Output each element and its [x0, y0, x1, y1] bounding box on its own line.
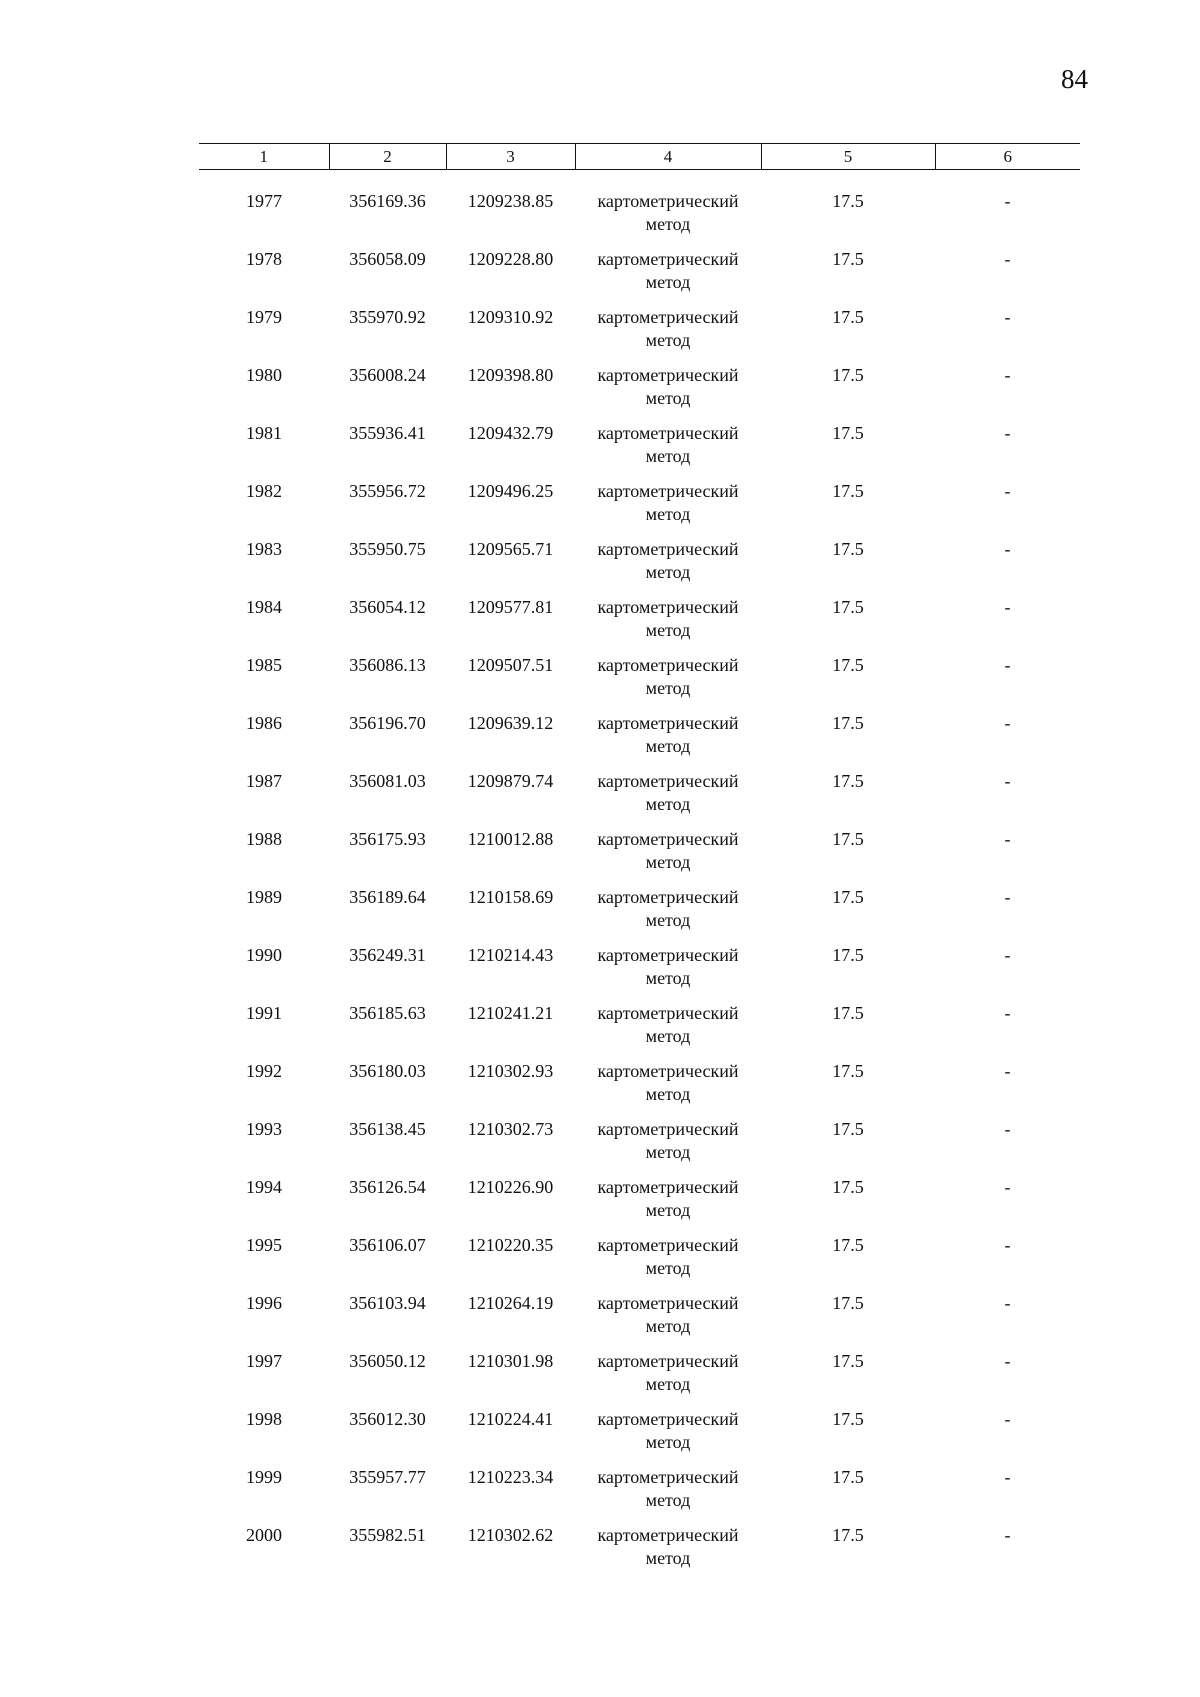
method-line-2: метод [645, 214, 691, 234]
x-coordinate-cell: 356008.24 [349, 365, 426, 385]
accuracy-cell: 17.5 [832, 1235, 864, 1255]
accuracy-cell: 17.5 [832, 597, 864, 617]
note-cell: - [1004, 481, 1011, 501]
method-line-2: метод [645, 910, 691, 930]
point-number-cell: 1982 [246, 481, 282, 501]
y-coordinate-cell: 1210223.34 [467, 1467, 554, 1487]
point-number-cell: 1987 [246, 771, 282, 791]
accuracy-cell: 17.5 [832, 1293, 864, 1313]
point-number-cell: 1986 [246, 713, 282, 733]
method-line-2: метод [645, 1316, 691, 1336]
table-header [199, 144, 1080, 170]
x-coordinate-cell: 355957.77 [349, 1467, 426, 1487]
table-row [199, 1002, 1080, 1060]
x-coordinate-cell: 356012.30 [349, 1409, 426, 1429]
note-cell: - [1004, 1351, 1011, 1371]
table-row [199, 480, 1080, 538]
note-cell: - [1004, 539, 1011, 559]
note-cell: - [1004, 655, 1011, 675]
table-row [199, 596, 1080, 654]
accuracy-cell: 17.5 [832, 249, 864, 269]
method-line-2: метод [645, 1548, 691, 1568]
method-line-1: картометрический [597, 1293, 739, 1313]
method-line-2: метод [645, 1432, 691, 1452]
accuracy-cell: 17.5 [832, 1409, 864, 1429]
method-cell [575, 596, 761, 654]
x-coordinate-cell: 356249.31 [349, 945, 426, 965]
method-cell [575, 1060, 761, 1118]
accuracy-cell: 17.5 [832, 1467, 864, 1487]
note-cell: - [1004, 1061, 1011, 1081]
y-coordinate-cell: 1209228.80 [467, 249, 554, 269]
coordinates-table-container [199, 143, 1080, 1582]
method-cell [575, 422, 761, 480]
method-line-1: картометрический [597, 1351, 739, 1371]
method-line-2: метод [645, 1142, 691, 1162]
point-number-cell: 1999 [246, 1467, 282, 1487]
point-number-cell: 1989 [246, 887, 282, 907]
table-row [199, 1466, 1080, 1524]
note-cell: - [1004, 1409, 1011, 1429]
method-line-2: метод [645, 968, 691, 988]
point-number-cell: 1978 [246, 249, 282, 269]
method-cell [575, 828, 761, 886]
table-row [199, 170, 1080, 249]
note-cell: - [1004, 887, 1011, 907]
point-number-cell: 1991 [246, 1003, 282, 1023]
method-line-1: картометрический [597, 945, 739, 965]
note-cell: - [1004, 771, 1011, 791]
accuracy-cell: 17.5 [832, 1061, 864, 1081]
x-coordinate-cell: 356106.07 [349, 1235, 426, 1255]
note-cell: - [1004, 945, 1011, 965]
y-coordinate-cell: 1210302.62 [467, 1525, 554, 1545]
accuracy-cell: 17.5 [832, 887, 864, 907]
table-row [199, 364, 1080, 422]
y-coordinate-cell: 1210241.21 [467, 1003, 554, 1023]
method-line-1: картометрический [597, 365, 739, 385]
y-coordinate-cell: 1209639.12 [467, 713, 554, 733]
method-cell [575, 1234, 761, 1292]
point-number-cell: 1983 [246, 539, 282, 559]
accuracy-cell: 17.5 [832, 191, 864, 211]
y-coordinate-cell: 1209879.74 [467, 771, 554, 791]
accuracy-cell: 17.5 [832, 1177, 864, 1197]
accuracy-cell: 17.5 [832, 655, 864, 675]
method-line-2: метод [645, 1490, 691, 1510]
x-coordinate-cell: 356086.13 [349, 655, 426, 675]
point-number-cell: 1985 [246, 655, 282, 675]
x-coordinate-cell: 356138.45 [349, 1119, 426, 1139]
accuracy-cell: 17.5 [832, 481, 864, 501]
table-row [199, 1292, 1080, 1350]
method-line-1: картометрический [597, 655, 739, 675]
method-line-2: метод [645, 446, 691, 466]
table-row [199, 1060, 1080, 1118]
note-cell: - [1004, 191, 1011, 211]
y-coordinate-cell: 1210302.93 [467, 1061, 554, 1081]
accuracy-cell: 17.5 [832, 945, 864, 965]
y-coordinate-cell: 1209496.25 [467, 481, 554, 501]
note-cell: - [1004, 829, 1011, 849]
column-header-2: 2 [329, 144, 446, 170]
method-cell [575, 364, 761, 422]
point-number-cell: 1996 [246, 1293, 282, 1313]
point-number-cell: 1981 [246, 423, 282, 443]
x-coordinate-cell: 356081.03 [349, 771, 426, 791]
y-coordinate-cell: 1210012.88 [467, 829, 554, 849]
point-number-cell: 1997 [246, 1351, 282, 1371]
note-cell: - [1004, 307, 1011, 327]
accuracy-cell: 17.5 [832, 771, 864, 791]
table-row [199, 944, 1080, 1002]
header-row [199, 144, 1080, 170]
point-number-cell: 1990 [246, 945, 282, 965]
table-row [199, 538, 1080, 596]
x-coordinate-cell: 356189.64 [349, 887, 426, 907]
y-coordinate-cell: 1209238.85 [467, 191, 554, 211]
x-coordinate-cell: 356180.03 [349, 1061, 426, 1081]
accuracy-cell: 17.5 [832, 307, 864, 327]
method-line-2: метод [645, 736, 691, 756]
method-cell [575, 770, 761, 828]
table-row [199, 712, 1080, 770]
table-row [199, 422, 1080, 480]
method-cell [575, 1350, 761, 1408]
method-line-2: метод [645, 852, 691, 872]
y-coordinate-cell: 1209310.92 [467, 307, 554, 327]
point-number-cell: 1979 [246, 307, 282, 327]
point-number-cell: 2000 [246, 1525, 282, 1545]
note-cell: - [1004, 1003, 1011, 1023]
table-row [199, 654, 1080, 712]
column-header-6: 6 [935, 144, 1080, 170]
method-line-1: картометрический [597, 307, 739, 327]
y-coordinate-cell: 1210226.90 [467, 1177, 554, 1197]
point-number-cell: 1994 [246, 1177, 282, 1197]
method-cell [575, 480, 761, 538]
method-line-2: метод [645, 388, 691, 408]
table-body [199, 170, 1080, 1583]
x-coordinate-cell: 356050.12 [349, 1351, 426, 1371]
y-coordinate-cell: 1210264.19 [467, 1293, 554, 1313]
note-cell: - [1004, 423, 1011, 443]
column-header-5: 5 [761, 144, 935, 170]
y-coordinate-cell: 1210301.98 [467, 1351, 554, 1371]
note-cell: - [1004, 1293, 1011, 1313]
method-cell [575, 248, 761, 306]
method-line-1: картометрический [597, 597, 739, 617]
method-line-1: картометрический [597, 481, 739, 501]
method-line-1: картометрический [597, 1119, 739, 1139]
point-number-cell: 1977 [246, 191, 282, 211]
method-line-2: метод [645, 620, 691, 640]
method-line-2: метод [645, 678, 691, 698]
method-cell [575, 306, 761, 364]
note-cell: - [1004, 1467, 1011, 1487]
method-line-1: картометрический [597, 423, 739, 443]
method-line-2: метод [645, 1200, 691, 1220]
method-cell [575, 1176, 761, 1234]
x-coordinate-cell: 356175.93 [349, 829, 426, 849]
y-coordinate-cell: 1209398.80 [467, 365, 554, 385]
method-line-1: картометрический [597, 771, 739, 791]
page-number: 84 [1061, 64, 1088, 94]
y-coordinate-cell: 1210224.41 [467, 1409, 554, 1429]
method-cell [575, 1408, 761, 1466]
table-row [199, 828, 1080, 886]
note-cell: - [1004, 365, 1011, 385]
point-number-cell: 1992 [246, 1061, 282, 1081]
table-row [199, 1408, 1080, 1466]
note-cell: - [1004, 1177, 1011, 1197]
x-coordinate-cell: 355970.92 [349, 307, 426, 327]
method-line-2: метод [645, 1084, 691, 1104]
x-coordinate-cell: 355956.72 [349, 481, 426, 501]
method-cell [575, 1002, 761, 1060]
method-line-1: картометрический [597, 1409, 739, 1429]
y-coordinate-cell: 1209565.71 [467, 539, 554, 559]
method-line-1: картометрический [597, 829, 739, 849]
method-cell [575, 1466, 761, 1524]
y-coordinate-cell: 1210302.73 [467, 1119, 554, 1139]
accuracy-cell: 17.5 [832, 1119, 864, 1139]
method-line-1: картометрический [597, 249, 739, 269]
note-cell: - [1004, 1119, 1011, 1139]
method-line-2: метод [645, 1258, 691, 1278]
method-line-2: метод [645, 330, 691, 350]
method-line-1: картометрический [597, 1177, 739, 1197]
table-row [199, 1118, 1080, 1176]
note-cell: - [1004, 249, 1011, 269]
accuracy-cell: 17.5 [832, 1351, 864, 1371]
method-line-1: картометрический [597, 887, 739, 907]
column-header-1: 1 [199, 144, 329, 170]
y-coordinate-cell: 1210158.69 [467, 887, 554, 907]
table-row [199, 1524, 1080, 1582]
method-cell [575, 654, 761, 712]
x-coordinate-cell: 355936.41 [349, 423, 426, 443]
note-cell: - [1004, 1235, 1011, 1255]
y-coordinate-cell: 1210220.35 [467, 1235, 554, 1255]
y-coordinate-cell: 1210214.43 [467, 945, 554, 965]
x-coordinate-cell: 356058.09 [349, 249, 426, 269]
x-coordinate-cell: 355982.51 [349, 1525, 426, 1545]
table-row [199, 886, 1080, 944]
point-number-cell: 1984 [246, 597, 282, 617]
point-number-cell: 1993 [246, 1119, 282, 1139]
y-coordinate-cell: 1209577.81 [467, 597, 554, 617]
method-line-1: картометрический [597, 1003, 739, 1023]
accuracy-cell: 17.5 [832, 423, 864, 443]
accuracy-cell: 17.5 [832, 539, 864, 559]
accuracy-cell: 17.5 [832, 1525, 864, 1545]
note-cell: - [1004, 597, 1011, 617]
method-line-1: картометрический [597, 713, 739, 733]
method-cell [575, 1524, 761, 1582]
accuracy-cell: 17.5 [832, 829, 864, 849]
table-row [199, 1176, 1080, 1234]
point-number-cell: 1995 [246, 1235, 282, 1255]
column-header-4: 4 [575, 144, 761, 170]
method-line-2: метод [645, 272, 691, 292]
column-header-3: 3 [446, 144, 575, 170]
x-coordinate-cell: 356126.54 [349, 1177, 426, 1197]
method-line-2: метод [645, 794, 691, 814]
table-row [199, 770, 1080, 828]
x-coordinate-cell: 356185.63 [349, 1003, 426, 1023]
method-line-1: картометрический [597, 539, 739, 559]
method-cell [575, 1118, 761, 1176]
method-cell [575, 170, 761, 249]
y-coordinate-cell: 1209432.79 [467, 423, 554, 443]
method-line-1: картометрический [597, 1235, 739, 1255]
accuracy-cell: 17.5 [832, 1003, 864, 1023]
accuracy-cell: 17.5 [832, 713, 864, 733]
method-line-2: метод [645, 1374, 691, 1394]
method-line-1: картометрический [597, 1467, 739, 1487]
method-line-1: картометрический [597, 1061, 739, 1081]
method-line-1: картометрический [597, 1525, 739, 1545]
method-cell [575, 712, 761, 770]
x-coordinate-cell: 356196.70 [349, 713, 426, 733]
point-number-cell: 1980 [246, 365, 282, 385]
note-cell: - [1004, 713, 1011, 733]
method-line-2: метод [645, 1026, 691, 1046]
note-cell: - [1004, 1525, 1011, 1545]
method-cell [575, 538, 761, 596]
accuracy-cell: 17.5 [832, 365, 864, 385]
point-number-cell: 1998 [246, 1409, 282, 1429]
method-line-1: картометрический [597, 191, 739, 211]
method-line-2: метод [645, 562, 691, 582]
method-cell [575, 886, 761, 944]
x-coordinate-cell: 356054.12 [349, 597, 426, 617]
y-coordinate-cell: 1209507.51 [467, 655, 554, 675]
method-cell [575, 944, 761, 1002]
method-cell [575, 1292, 761, 1350]
point-number-cell: 1988 [246, 829, 282, 849]
table-row [199, 1234, 1080, 1292]
table-row [199, 248, 1080, 306]
x-coordinate-cell: 356169.36 [349, 191, 426, 211]
coordinates-table [199, 143, 1080, 1582]
x-coordinate-cell: 356103.94 [349, 1293, 426, 1313]
x-coordinate-cell: 355950.75 [349, 539, 426, 559]
table-row [199, 1350, 1080, 1408]
method-line-2: метод [645, 504, 691, 524]
table-row [199, 306, 1080, 364]
